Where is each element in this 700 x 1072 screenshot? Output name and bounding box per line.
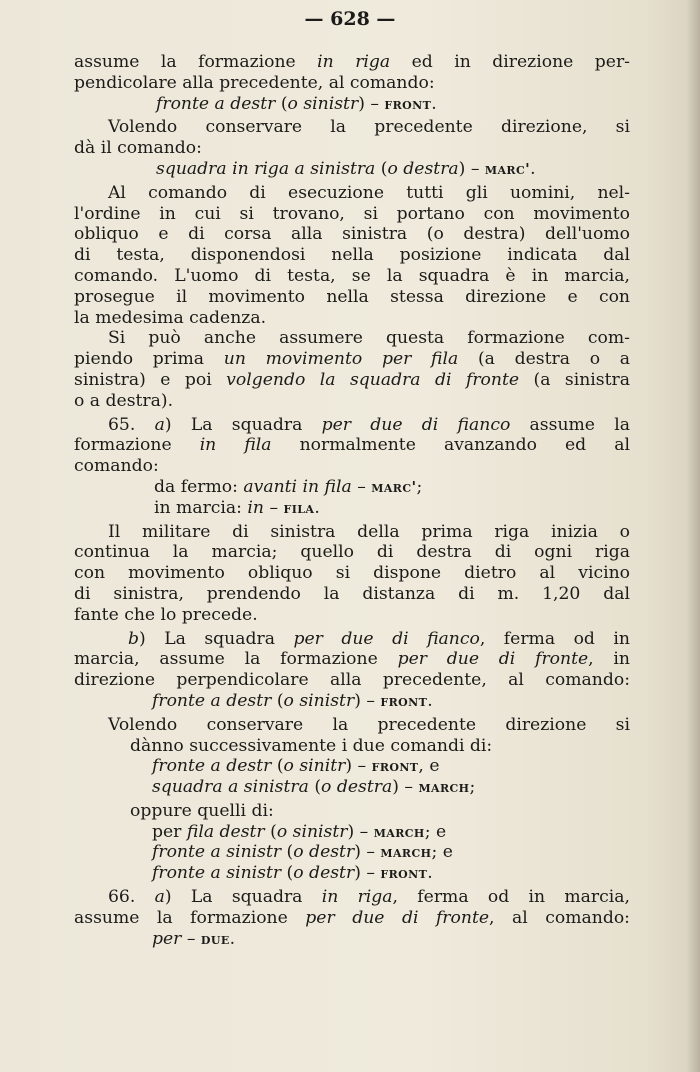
text-line: 65. a) La squadra per due di fianco assume la: [108, 414, 630, 435]
text-line: sinistra) e poi volgendo la squadra di fronte (a sinistra: [74, 369, 630, 390]
command-line: per fila destr (o sinistr) – march; e: [152, 821, 447, 842]
text-line: Si può anche assumere questa formazione com-: [108, 328, 630, 349]
command-line: fronte a destr (o sinistr) – front.: [156, 93, 437, 114]
page-number: — 628 —: [304, 8, 396, 30]
text-line: Al comando di esecuzione tutti gli uomini, nel-: [108, 182, 630, 203]
text-line: formazione in fila normalmente avanzando ed al: [74, 435, 630, 456]
command-line: per – due.: [152, 928, 236, 949]
page-edge-shadow: [686, 0, 700, 1072]
text-line: di sinistra, prendendo la distanza di m. 1,20 dal: [74, 583, 630, 604]
text-line: fante che lo precede.: [74, 604, 258, 625]
text-line: continua la marcia; quello di destra di ogni riga: [74, 542, 630, 563]
command-line: fronte a sinistr (o destr) – march; e: [152, 842, 453, 863]
text-line: la medesima cadenza.: [74, 307, 267, 328]
command-line: fronte a destr (o sinistr) – front.: [152, 690, 433, 711]
text-line: Il militare di sinistra della prima riga inizia o: [108, 521, 630, 542]
command-line: squadra a sinistra (o destra) – march;: [152, 777, 476, 798]
text-line: direzione perpendicolare alla precedente, al comando:: [74, 670, 630, 691]
text-line: assume la formazione in riga ed in direzione per-: [74, 52, 630, 72]
text-line: oppure quelli di:: [130, 800, 274, 821]
text-line: l'ordine in cui si trovano, si portano con movimento: [74, 203, 630, 224]
command-line: in marcia: in – fila.: [154, 497, 320, 518]
text-line: dà il comando:: [74, 138, 202, 159]
text-line: prosegue il movimento nella stessa direzione e con: [74, 286, 630, 307]
body-text: [74, 52, 630, 949]
command-line: squadra in riga a sinistra (o destra) – marc'.: [156, 158, 536, 179]
command-line: da fermo: avanti in fila – marc';: [154, 476, 423, 497]
text-line: Volendo conservare la precedente direzione si: [108, 714, 630, 735]
text-line: assume la formazione per due di fronte, al comando:: [74, 907, 630, 928]
command-line: fronte a sinistr (o destr) – front.: [152, 863, 433, 884]
text-line: di testa, disponendosi nella posizione indicata dal: [74, 245, 630, 266]
text-line: Volendo conservare la precedente direzione, si: [108, 117, 630, 138]
command-line: fronte a destr (o sinitr) – front, e: [152, 756, 440, 777]
text-line: b) La squadra per due di fianco, ferma od in: [128, 628, 630, 649]
text-line: pendicolare alla precedente, al comando:: [74, 72, 435, 93]
text-line: obliquo e di corsa alla sinistra (o destra) dell'uomo: [74, 224, 630, 245]
text-line: piendo prima un movimento per fila (a destra o a: [74, 349, 630, 370]
text-line: marcia, assume la formazione per due di fronte, in: [74, 649, 630, 670]
text-line: o a destra).: [74, 390, 174, 411]
text-line: con movimento obliquo si dispone dietro al vicino: [74, 563, 630, 584]
text-line: comando:: [74, 456, 159, 477]
text-line: 66. a) La squadra in riga, ferma od in marcia,: [108, 887, 630, 908]
text-line: dànno successivamente i due comandi di:: [130, 735, 493, 756]
text-line: comando. L'uomo di testa, se la squadra è in marcia,: [74, 265, 630, 286]
